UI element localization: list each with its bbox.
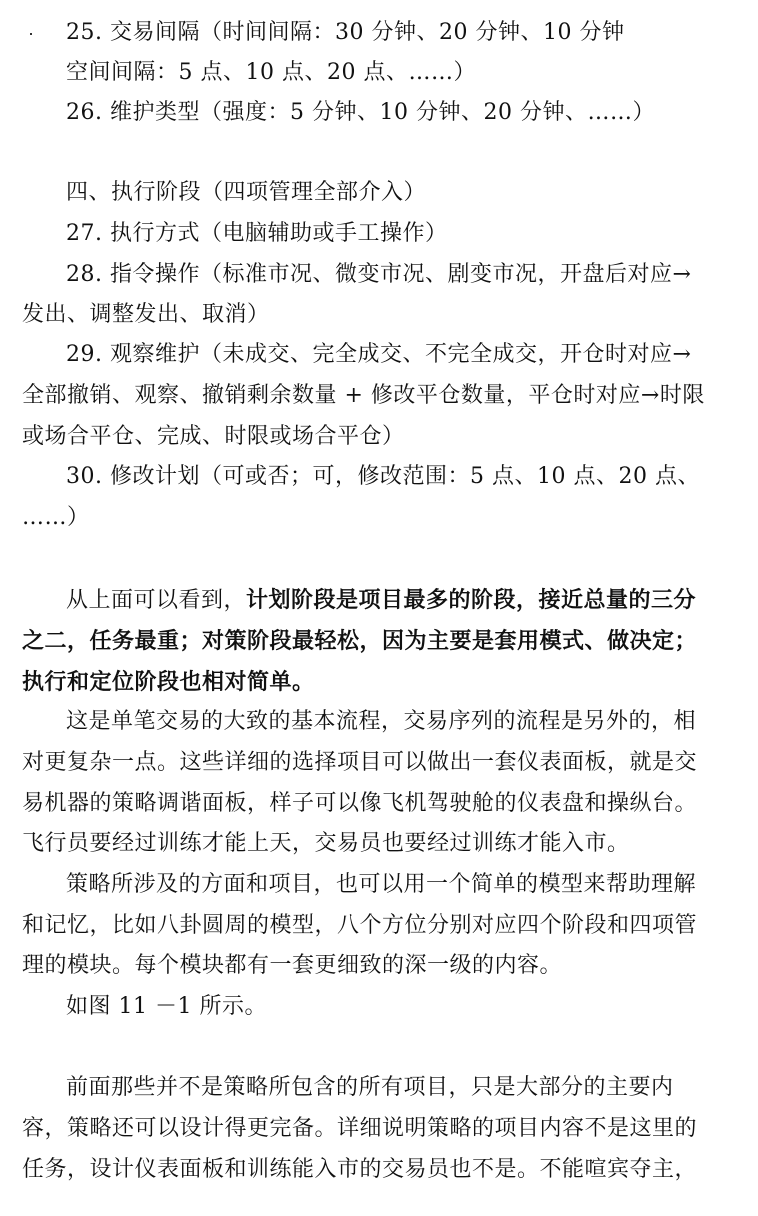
item-30-line-2: ……） [22, 505, 90, 530]
scan-speck [30, 33, 32, 35]
paragraph-1-bold-text: 计划阶段是项目最多的阶段，接近总量的三分 [246, 587, 697, 613]
item-25-line-1: 25. 交易间隔（时间间隔：30 分钟、20 分钟、10 分钟 [66, 20, 625, 45]
paragraph-2-line-1: 这是单笔交易的大致的基本流程，交易序列的流程是另外的，相 [66, 709, 697, 734]
item-29-line-3: 或场合平仓、完成、时限或场合平仓） [22, 424, 405, 449]
paragraph-3-line-1: 策略所涉及的方面和项目，也可以用一个简单的模型来帮助理解 [66, 872, 697, 897]
paragraph-5-line-2: 容，策略还可以设计得更完备。详细说明策略的项目内容不是这里的 [22, 1116, 698, 1141]
paragraph-1-line-3: 执行和定位阶段也相对简单。 [22, 669, 315, 695]
section-heading-4: 四、执行阶段（四项管理全部介入） [66, 180, 427, 205]
item-29-line-1: 29. 观察维护（未成交、完全成交、不完全成交，开仓时对应→ [66, 342, 692, 367]
item-30-line-1: 30. 修改计划（可或否；可，修改范围：5 点、10 点、20 点、 [66, 464, 700, 489]
item-28-line-1: 28. 指令操作（标准市况、微变市况、剧变市况，开盘后对应→ [66, 262, 692, 287]
item-25-line-2: 空间间隔：5 点、10 点、20 点、……） [66, 60, 476, 85]
paragraph-1-line-1 [66, 585, 696, 616]
paragraph-1-line-2: 之二，任务最重；对策阶段最轻松，因为主要是套用模式、做决定； [22, 628, 698, 654]
item-29-line-2: 全部撤销、观察、撤销剩余数量 + 修改平仓数量，平仓时对应→时限 [22, 383, 705, 408]
paragraph-2-line-2: 对更复杂一点。这些详细的选择项目可以做出一套仪表面板，就是交 [22, 750, 698, 775]
item-26: 26. 维护类型（强度：5 分钟、10 分钟、20 分钟、……） [66, 100, 655, 125]
item-27: 27. 执行方式（电脑辅助或手工操作） [66, 221, 448, 246]
figure-reference: 如图 11 －1 所示。 [66, 994, 267, 1019]
paragraph-3-line-3: 理的模块。每个模块都有一套更细致的深一级的内容。 [22, 953, 563, 978]
item-28-line-2: 发出、调整发出、取消） [22, 302, 270, 327]
paragraph-5-line-1: 前面那些并不是策略所包含的所有项目，只是大部分的主要内 [66, 1075, 674, 1100]
paragraph-1-plain-text: 从上面可以看到， [66, 588, 247, 613]
paragraph-5-line-3: 任务，设计仪表面板和训练能入市的交易员也不是。不能喧宾夺主， [22, 1157, 698, 1182]
paragraph-2-line-4: 飞行员要经过训练才能上天，交易员也要经过训练才能入市。 [22, 831, 630, 856]
paragraph-2-line-3: 易机器的策略调谐面板，样子可以像飞机驾驶舱的仪表盘和操纵台。 [22, 791, 698, 816]
paragraph-3-line-2: 和记忆，比如八卦圆周的模型，八个方位分别对应四个阶段和四项管 [22, 913, 698, 938]
